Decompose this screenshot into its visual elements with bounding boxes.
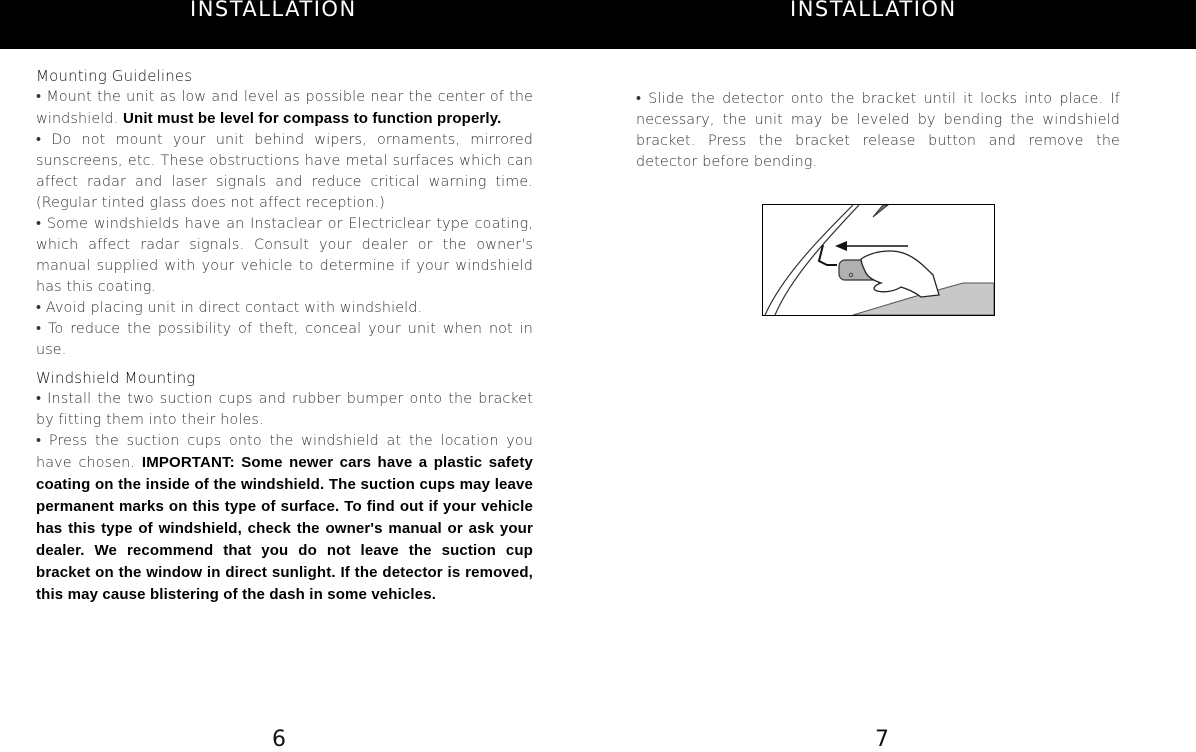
mounting-bullet-1-bold: Unit must be level for compass to function properly. [123,110,502,127]
windshield-bullet-2-text: • Press the suction cups onto the windshield at the location you have chosen. [36,433,533,471]
hand-sliding-detector-illustration [762,204,995,316]
right-page-title: INSTALLATION [790,0,957,21]
mounting-bullet-1-text: • Mount the unit as low and level as possible near the center of the windshield. [36,89,533,127]
direction-arrow-head [835,241,847,251]
hand-shape [861,251,939,297]
left-page-content [36,65,533,606]
header-bar [0,0,1196,49]
mounting-bullet-2: • Do not mount your unit behind wipers, ornaments, mirrored sunscreens, etc. These obstructions have metal surfaces which can affect radar and laser signals and reduce critical warning time. (Regular tinted glass does not affect reception.) [36,132,533,211]
windshield-bullet-2-bold: IMPORTANT: Some newer cars have a plastic safety coating on the inside of the windshield. The suction cups may leave permanent marks on this type of surface. To find out if your vehicle has this type of windshield, check the owner's manual or ask your dealer. We recommend that you do not leave the suction cup bracket on the window in direct sunlight. If the detector is removed, this may cause blistering of the dash in some vehicles. [36,454,533,603]
mounting-guidelines-heading: Mounting Guidelines [36,67,193,85]
left-page-title: INSTALLATION [190,0,357,21]
windshield-line-1 [765,205,853,315]
page-number-right: 7 [875,727,889,752]
windshield-bullet-2 [36,431,533,606]
mounting-bullet-5: • To reduce the possibility of theft, conceal your unit when not in use. [36,321,533,358]
mounting-bullet-1 [36,87,533,130]
mounting-bullet-3: • Some windshields have an Instaclear or Electriclear type coating, which affect radar signals. Consult your dealer or the owner's manual supplied with your vehicle to determine if your windshield has this coating. [36,216,533,295]
windshield-bullet-1: • Install the two suction cups and rubber bumper onto the bracket by fitting them into their holes. [36,391,533,428]
right-page-content [636,89,1120,173]
slide-detector-bullet: • Slide the detector onto the bracket until it locks into place. If necessary, the unit may be leveled by bending the windshield bracket. Press the bracket release button and remove the detector before bending. [636,91,1120,170]
page-number-left: 6 [272,727,286,752]
windshield-mounting-heading: Windshield Mounting [36,369,196,387]
bracket-shape [819,245,837,265]
mirror-stem [873,205,888,217]
mounting-bullet-4: • Avoid placing unit in direct contact with windshield. [36,300,423,316]
illustration-svg [763,205,994,315]
